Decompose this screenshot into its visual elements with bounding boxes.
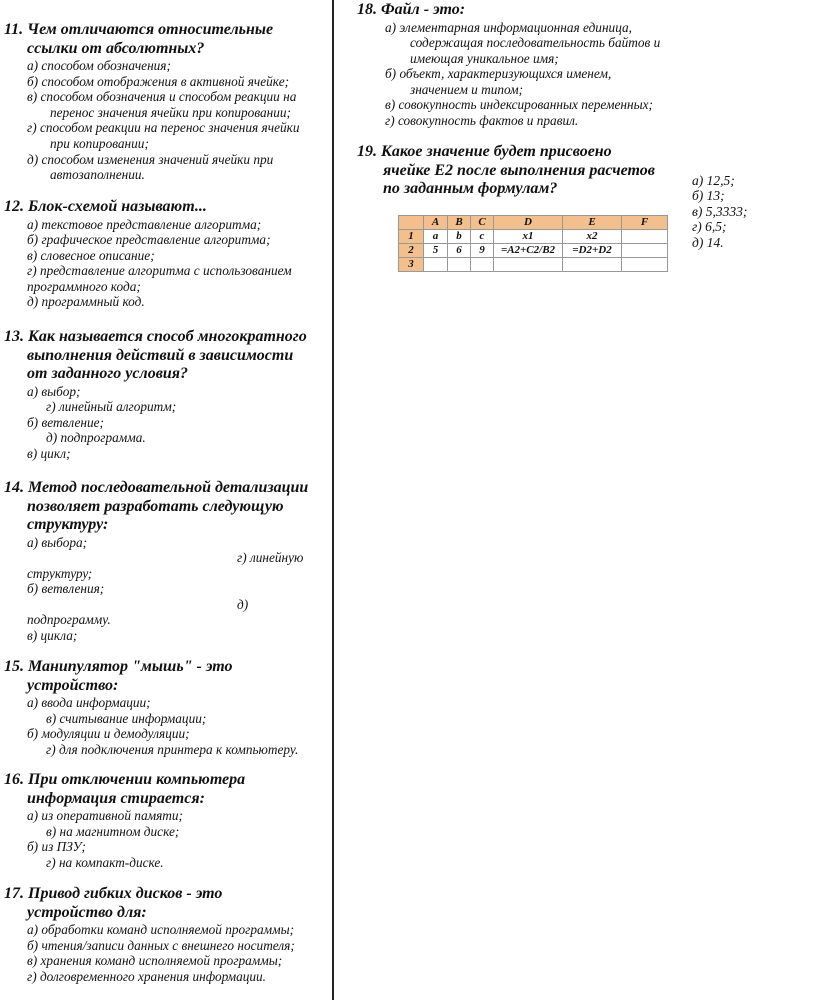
sheet-cell: 9: [471, 244, 494, 258]
question-18: [357, 1, 660, 129]
question-title-line: устройство:: [27, 676, 119, 694]
question-title-line: 17. Привод гибких дисков - это: [4, 885, 223, 902]
column-header: D: [494, 216, 563, 230]
answer-option: б) 13;: [692, 188, 725, 204]
row-header: 2: [399, 244, 424, 258]
answer-option: а) обработки команд исполняемой программы;: [27, 922, 295, 937]
answer-option: а) 12,5;: [692, 173, 735, 188]
sheet-cell: [622, 230, 668, 244]
sheet-row: [399, 244, 668, 258]
question-title-line: 11. Чем отличаются относительные: [4, 21, 274, 38]
question-title-line: устройство для:: [27, 903, 147, 921]
column-header: F: [622, 216, 668, 230]
sheet-cell: [424, 258, 448, 272]
column-divider: [332, 0, 334, 1000]
answer-option: в) словесное описание;: [27, 247, 155, 263]
answer-option: б) ветвление;: [27, 414, 104, 430]
answer-option: д) способом изменения значений ячейки при: [27, 151, 274, 167]
question-title-line: выполнения действий в зависимости: [27, 346, 294, 364]
question-19: [357, 143, 655, 199]
answer-option: г) способом реакции на перенос значения ячейки: [27, 120, 300, 136]
answer-option: в) считывание информации;: [46, 710, 207, 726]
question-title-line: 13. Как называется способ многократного: [4, 328, 307, 345]
answer-option: в) совокупность индексированных переменных;: [385, 97, 653, 113]
answer-option: в) цикла;: [27, 628, 78, 644]
question-title-line: информация стирается:: [27, 789, 205, 807]
column-header: B: [448, 216, 471, 230]
answer-option: г) линейную: [237, 550, 304, 566]
question-title-line: структуру:: [27, 516, 109, 533]
answer-option: б) графическое представление алгоритма;: [27, 232, 271, 248]
sheet-header-row: [399, 216, 668, 230]
answer-option: имеющая уникальное имя;: [410, 50, 559, 66]
column-header: [399, 216, 424, 230]
question-title-line: 16. При отключении компьютера: [4, 771, 246, 788]
question-title-line: 18. Файл - это:: [357, 1, 466, 18]
answer-option: д) программный код.: [27, 294, 145, 310]
sheet-cell: [494, 258, 563, 272]
spreadsheet-table: [398, 215, 668, 272]
sheet-cell: a: [424, 230, 448, 244]
question-title-line: ячейке Е2 после выполнения расчетов: [383, 161, 655, 179]
answer-option: при копировании;: [50, 135, 149, 151]
sheet-cell: =A2+C2/B2: [494, 244, 563, 258]
sheet-row: [399, 258, 668, 272]
sheet-cell: =D2+D2: [563, 244, 622, 258]
question-title-line: по заданным формулам?: [383, 180, 558, 197]
answer-option: б) чтения/записи данных с внешнего носителя;: [27, 937, 295, 953]
question-11: [4, 21, 300, 183]
answer-option: а) способом обозначения;: [27, 58, 171, 73]
question-title-line: 19. Какое значение будет присвоено: [357, 143, 612, 160]
answer-option: б) способом отображения в активной ячейке;: [27, 73, 290, 89]
answer-option: г) совокупность фактов и правил.: [385, 113, 579, 129]
question-12: [4, 198, 292, 310]
sheet-cell: [563, 258, 622, 272]
sheet-cell: 5: [424, 244, 448, 258]
answer-option: в) 5,3333;: [692, 203, 748, 219]
row-header: 1: [399, 230, 424, 244]
answer-option: б) модуляции и демодуляции;: [27, 726, 190, 742]
answer-option: а) текстовое представление алгоритма;: [27, 216, 262, 232]
row-header: 3: [399, 258, 424, 272]
sheet-cell: [622, 244, 668, 258]
question-13: [4, 328, 307, 461]
answer-option: б) из ПЗУ;: [27, 839, 86, 855]
question-title-line: ссылки от абсолютных?: [27, 39, 205, 57]
question-title-line: от заданного условия?: [27, 365, 188, 382]
answer-option: г) долговременного хранения информации.: [27, 968, 266, 984]
question-title-line: 12. Блок-схемой называют...: [4, 198, 207, 215]
answer-option: г) на компакт-диске.: [46, 854, 164, 870]
answer-option: автозаполнении.: [50, 167, 145, 183]
column-header: A: [424, 216, 448, 230]
answer-option: а) элементарная информационная единица,: [385, 19, 632, 35]
sheet-cell: [622, 258, 668, 272]
answer-option: г) представление алгоритма с использованием: [27, 263, 292, 279]
question-title-line: 14. Метод последовательной детализации: [4, 479, 309, 496]
question-16: [4, 771, 245, 870]
sheet-cell: 6: [448, 244, 471, 258]
question-14: [4, 479, 308, 644]
column-header: E: [563, 216, 622, 230]
answer-option: подпрограмму.: [27, 612, 111, 628]
answer-option: программного кода;: [27, 278, 141, 294]
sheet-cell: x2: [563, 230, 622, 244]
answer-option: в) цикл;: [27, 445, 71, 461]
answer-option: д) 14.: [692, 234, 724, 250]
answer-option: содержащая последовательность байтов и: [410, 35, 661, 51]
answer-option: г) 6,5;: [692, 219, 727, 235]
q19-answers: [692, 173, 747, 250]
answer-option: в) на магнитном диске;: [46, 823, 180, 839]
answer-option: г) для подключения принтера к компьютеру.: [46, 741, 299, 757]
answer-option: а) выбора;: [27, 534, 88, 550]
answer-option: значением и типом;: [410, 81, 524, 97]
answer-option: в) хранения команд исполняемой программы;: [27, 953, 283, 969]
answer-option: б) объект, характеризующихся именем,: [385, 66, 612, 82]
sheet-cell: x1: [494, 230, 563, 244]
question-title-line: 15. Манипулятор "мышь" - это: [4, 658, 233, 675]
answer-option: д) подпрограмма.: [46, 430, 146, 446]
answer-option: в) способом обозначения и способом реакции на: [27, 89, 297, 105]
answer-option: а) из оперативной памяти;: [27, 808, 183, 823]
column-header: C: [471, 216, 494, 230]
answer-option: б) ветвления;: [27, 581, 105, 597]
sheet-cell: b: [448, 230, 471, 244]
answer-option: д): [237, 596, 249, 612]
question-17: [4, 885, 295, 984]
question-15: [4, 658, 298, 757]
sheet-row: [399, 230, 668, 244]
answer-option: а) выбор;: [27, 383, 81, 399]
sheet-cell: [471, 258, 494, 272]
answer-option: а) ввода информации;: [27, 695, 151, 710]
answer-option: перенос значения ячейки при копировании;: [50, 104, 291, 120]
sheet-cell: [448, 258, 471, 272]
question-title-line: позволяет разработать следующую: [27, 497, 284, 515]
answer-option: г) линейный алгоритм;: [46, 399, 177, 415]
answer-option: структуру;: [27, 565, 93, 581]
sheet-cell: c: [471, 230, 494, 244]
